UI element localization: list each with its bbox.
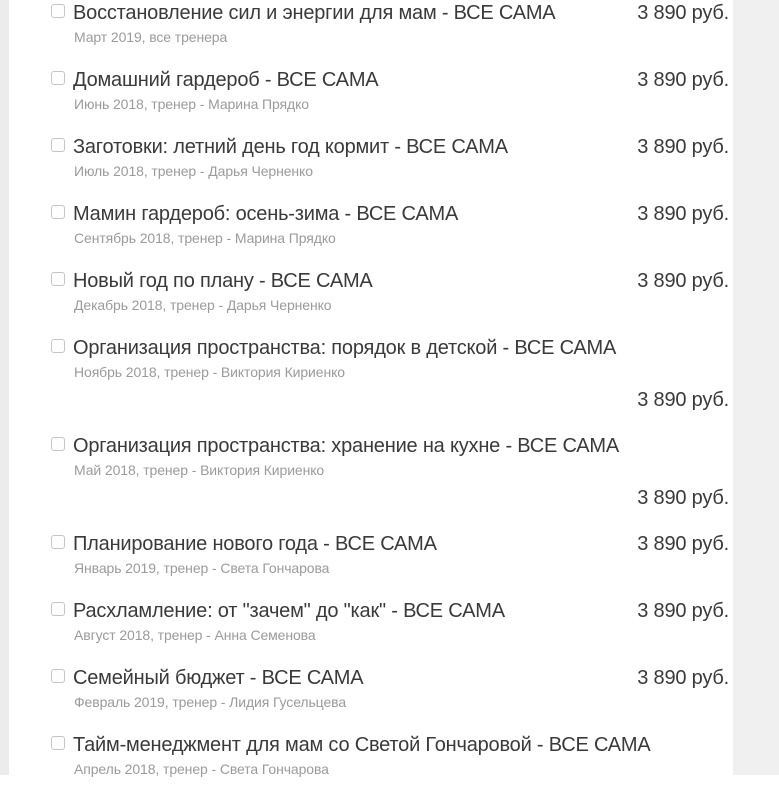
page-gutter-left <box>0 0 9 775</box>
course-price: 3 890 руб. <box>637 389 729 411</box>
course-meta: Декабрь 2018, тренер - Дарья Черненко <box>74 297 332 313</box>
course-title-link[interactable]: Восстановление сил и энергии для мам - ВСЕ САМА <box>73 2 556 24</box>
course-row[interactable] <box>51 433 729 511</box>
course-price: 3 890 руб. <box>637 203 729 225</box>
course-row[interactable] <box>51 268 729 315</box>
course-row[interactable] <box>51 335 729 413</box>
course-row[interactable] <box>51 531 729 578</box>
select-checkbox[interactable] <box>51 339 65 353</box>
course-title-link[interactable]: Домашний гардероб - ВСЕ САМА <box>73 69 379 91</box>
page-gutter-right <box>733 0 779 775</box>
course-meta: Ноябрь 2018, тренер - Виктория Кириенко <box>74 364 345 380</box>
course-title-link[interactable]: Мамин гардероб: осень-зима - ВСЕ САМА <box>73 203 459 225</box>
course-meta: Апрель 2018, тренер - Света Гончарова <box>74 761 329 777</box>
select-checkbox[interactable] <box>51 736 65 750</box>
course-title-link[interactable]: Новый год по плану - ВСЕ САМА <box>73 270 373 292</box>
course-title-link[interactable]: Тайм-менеджмент для мам со Светой Гончаровой - ВСЕ САМА <box>73 734 651 756</box>
course-title-link[interactable]: Семейный бюджет - ВСЕ САМА <box>73 667 364 689</box>
select-checkbox[interactable] <box>51 437 65 451</box>
course-price: 3 890 руб. <box>637 487 729 509</box>
select-checkbox[interactable] <box>51 4 65 18</box>
course-title-link[interactable]: Организация пространства: порядок в детской - ВСЕ САМА <box>73 337 617 359</box>
course-price: 3 890 руб. <box>637 136 729 158</box>
course-meta: Июнь 2018, тренер - Марина Прядко <box>74 96 309 112</box>
course-price: 3 890 руб. <box>637 2 729 24</box>
course-meta: Июль 2018, тренер - Дарья Черненко <box>74 163 313 179</box>
course-price: 3 890 руб. <box>637 69 729 91</box>
course-row[interactable] <box>51 665 729 712</box>
select-checkbox[interactable] <box>51 138 65 152</box>
course-row[interactable] <box>51 67 729 114</box>
course-title-link[interactable]: Заготовки: летний день год кормит - ВСЕ САМА <box>73 136 508 158</box>
select-checkbox[interactable] <box>51 71 65 85</box>
select-checkbox[interactable] <box>51 205 65 219</box>
course-row[interactable] <box>51 134 729 181</box>
course-price: 3 890 руб. <box>637 600 729 622</box>
select-checkbox[interactable] <box>51 669 65 683</box>
course-row[interactable] <box>51 0 729 47</box>
course-title-link[interactable]: Расхламление: от "зачем" до "как" - ВСЕ САМА <box>73 600 505 622</box>
course-list <box>51 0 729 799</box>
course-price: 3 890 руб. <box>637 270 729 292</box>
course-meta: Март 2019, все тренера <box>74 29 228 45</box>
course-price: 3 890 руб. <box>637 533 729 555</box>
course-title-link[interactable]: Планирование нового года - ВСЕ САМА <box>73 533 437 555</box>
select-checkbox[interactable] <box>51 535 65 549</box>
course-row[interactable] <box>51 598 729 645</box>
select-checkbox[interactable] <box>51 272 65 286</box>
course-meta: Сентябрь 2018, тренер - Марина Прядко <box>74 230 336 246</box>
course-meta: Февраль 2019, тренер - Лидия Гусельцева <box>74 694 346 710</box>
course-row[interactable] <box>51 201 729 248</box>
select-checkbox[interactable] <box>51 602 65 616</box>
course-row[interactable] <box>51 732 729 779</box>
course-meta: Январь 2019, тренер - Света Гончарова <box>74 560 330 576</box>
course-meta: Август 2018, тренер - Анна Семенова <box>74 627 316 643</box>
course-meta: Май 2018, тренер - Виктория Кириенко <box>74 462 325 478</box>
course-title-link[interactable]: Организация пространства: хранение на кухне - ВСЕ САМА <box>73 435 620 457</box>
course-price: 3 890 руб. <box>637 667 729 689</box>
